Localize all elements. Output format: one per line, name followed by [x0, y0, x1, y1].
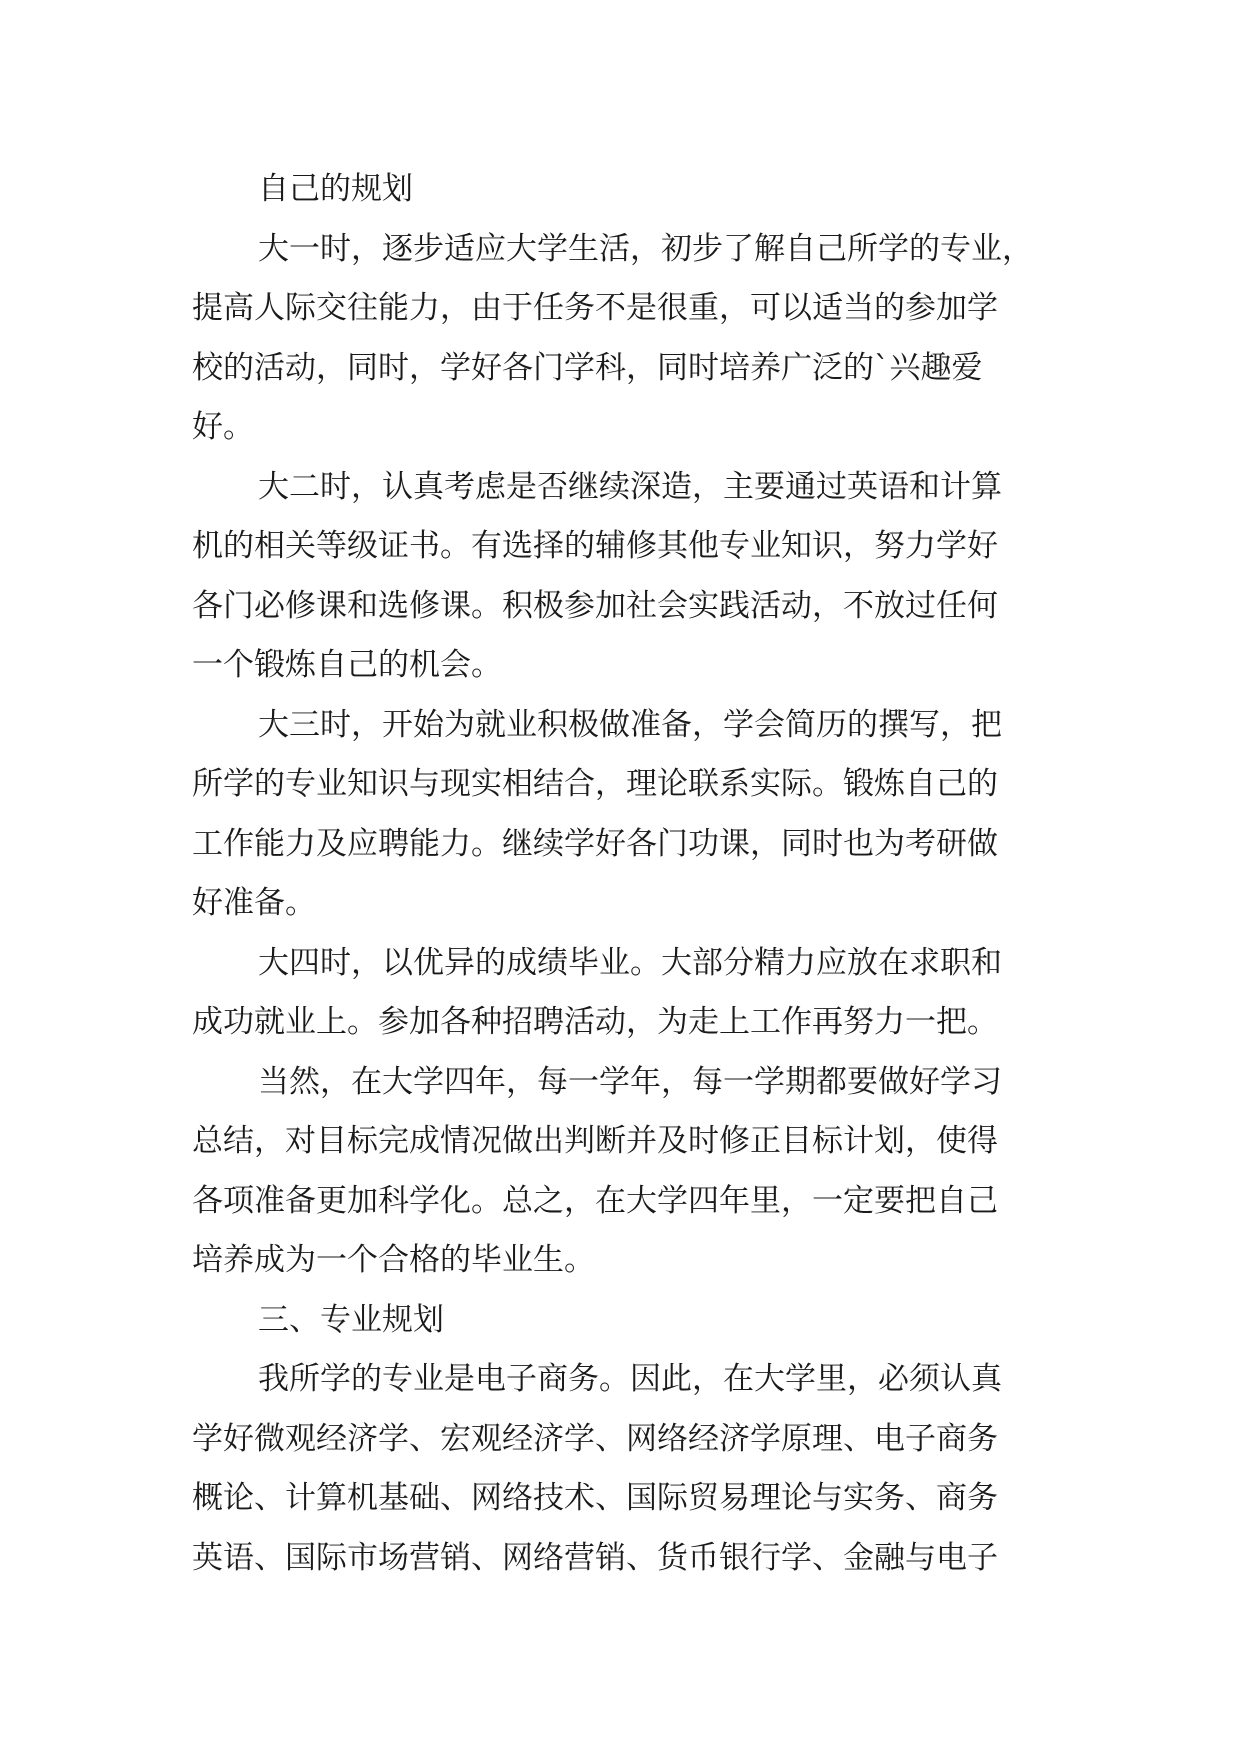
text-line: 大一时，逐步适应大学生活，初步了解自己所学的专业， — [258, 230, 1033, 267]
text-line: 工作能力及应聘能力。继续学好各门功课，同时也为考研做 — [192, 825, 998, 862]
text-line: 所学的专业知识与现实相结合，理论联系实际。锻炼自己的 — [192, 766, 998, 802]
paragraph-junior-year — [192, 696, 1062, 934]
paragraph-summary — [192, 1053, 1062, 1291]
text-line: 好准备。 — [192, 885, 316, 921]
section-heading-major-plan — [192, 1291, 1062, 1351]
text-line: 成功就业上。参加各种招聘活动，为走上工作再努力一把。 — [192, 1004, 998, 1040]
text-line: 我所学的专业是电子商务。因此，在大学里，必须认真 — [258, 1361, 1002, 1397]
text-line: 大二时，认真考虑是否继续深造，主要通过英语和计算 — [258, 468, 1002, 505]
text-line: 三、专业规划 — [258, 1301, 444, 1338]
paragraph-major-courses — [192, 1350, 1062, 1588]
paragraph-senior-year — [192, 934, 1062, 1053]
text-line: 自己的规划 — [258, 171, 413, 207]
text-line: 各门必修课和选修课。积极参加社会实践活动，不放过任何 — [192, 587, 998, 624]
text-line: 好。 — [192, 409, 254, 445]
document-body — [192, 160, 1062, 1588]
text-line: 校的活动，同时，学好各门学科，同时培养广泛的`兴趣爱 — [192, 349, 983, 386]
paragraph-heading-self-plan — [192, 160, 1062, 220]
text-line: 机的相关等级证书。有选择的辅修其他专业知识，努力学好 — [192, 528, 998, 564]
text-line: 培养成为一个合格的毕业生。 — [192, 1242, 595, 1278]
paragraph-freshman-year — [192, 220, 1062, 458]
text-line: 大三时，开始为就业积极做准备，学会简历的撰写，把 — [258, 706, 1002, 743]
text-line: 提高人际交往能力，由于任务不是很重，可以适当的参加学 — [192, 290, 998, 326]
text-line: 各项准备更加科学化。总之，在大学四年里，一定要把自己 — [192, 1182, 998, 1219]
text-line: 总结，对目标完成情况做出判断并及时修正目标计划，使得 — [192, 1123, 998, 1159]
text-line: 当然，在大学四年，每一学年，每一学期都要做好学习 — [258, 1063, 1002, 1100]
text-line: 英语、国际市场营销、网络营销、货币银行学、金融与电子 — [192, 1539, 998, 1576]
text-line: 大四时，以优异的成绩毕业。大部分精力应放在求职和 — [258, 944, 1002, 981]
text-line: 学好微观经济学、宏观经济学、网络经济学原理、电子商务 — [192, 1420, 998, 1457]
text-line: 概论、计算机基础、网络技术、国际贸易理论与实务、商务 — [192, 1480, 998, 1516]
text-line: 一个锻炼自己的机会。 — [192, 647, 502, 683]
paragraph-sophomore-year — [192, 458, 1062, 696]
